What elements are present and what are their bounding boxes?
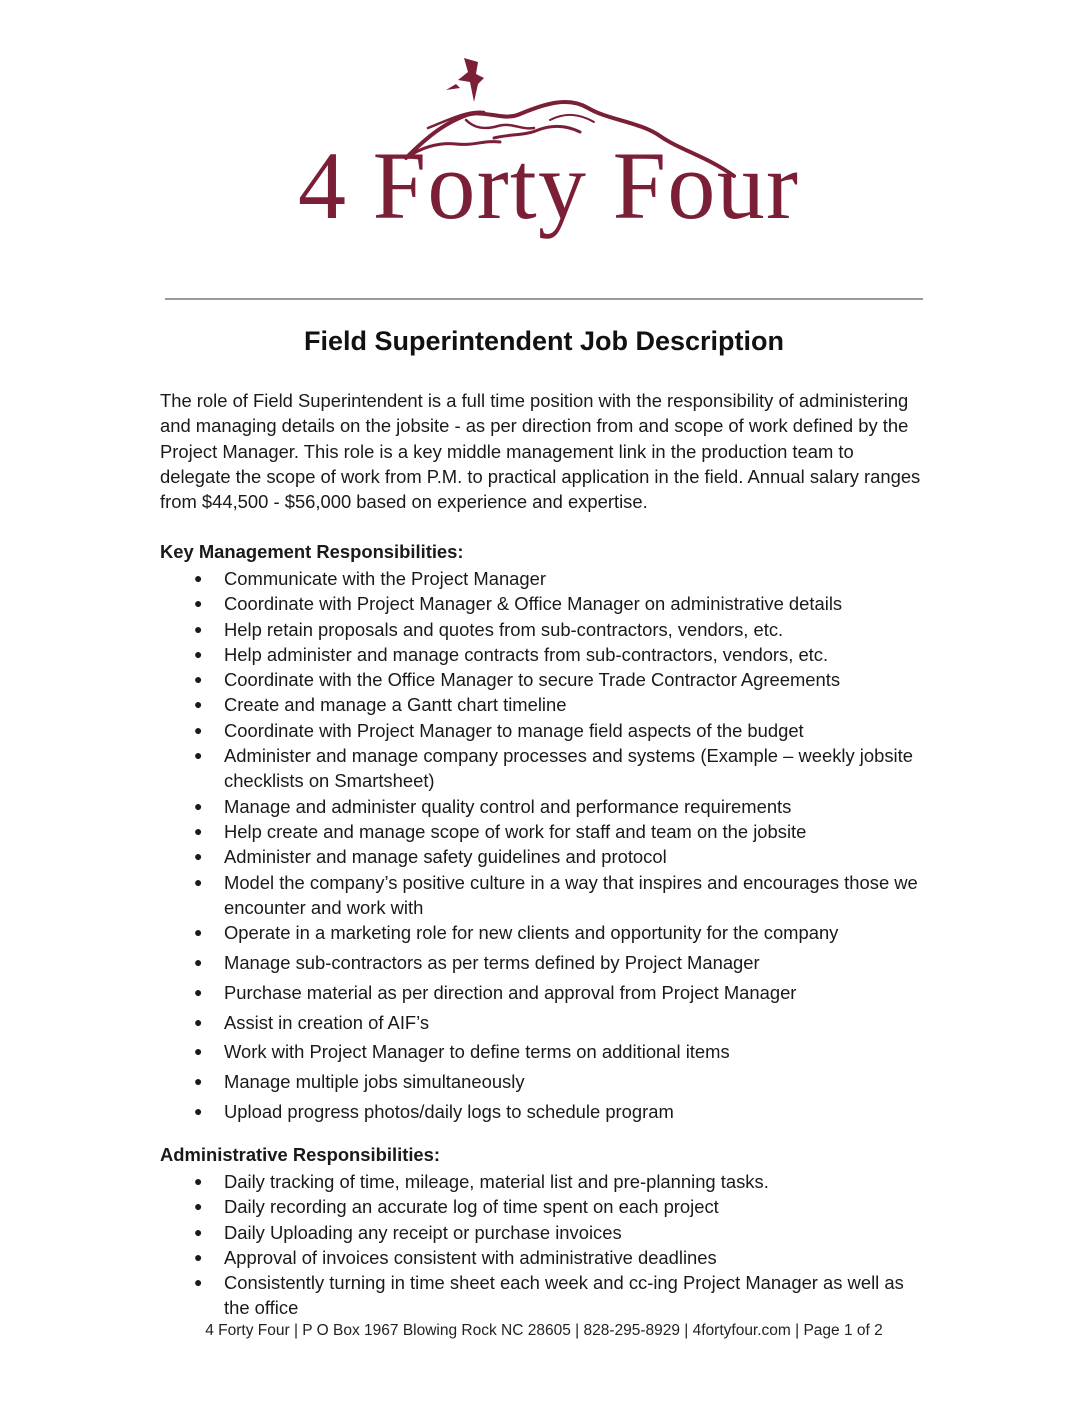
list-item: ● Coordinate with the Office Manager to secure Trade Contractor Agreements	[160, 667, 928, 692]
bullet-icon: ●	[194, 1013, 203, 1030]
list-item: ● Administer and manage safety guidelines and protocol	[160, 844, 928, 869]
eagle-icon	[446, 58, 484, 102]
bullet-icon: ●	[194, 1073, 203, 1090]
list-item: ● Daily tracking of time, mileage, material list and pre-planning tasks.	[160, 1169, 928, 1194]
list-item: ● Approval of invoices consistent with administrative deadlines	[160, 1245, 928, 1270]
bullet-icon: ●	[194, 953, 203, 970]
bullet-icon: ●	[194, 848, 203, 865]
bullet-icon: ●	[194, 1248, 203, 1265]
list-item: ● Purchase material as per direction and approval from Project Manager	[160, 980, 928, 1005]
list-item: ● Communicate with the Project Manager	[160, 566, 928, 591]
bullet-icon: ●	[194, 595, 203, 612]
list-item: ● Operate in a marketing role for new clients and opportunity for the company	[160, 920, 928, 945]
list-item: ● Daily Uploading any receipt or purchase invoices	[160, 1220, 928, 1245]
list-item: ● Manage and administer quality control and performance requirements	[160, 794, 928, 819]
page-footer: 4 Forty Four | P O Box 1967 Blowing Rock NC 28605 | 828-295-8929 | 4fortyfour.com | Page 1 of 2	[205, 1322, 883, 1339]
key-management-list	[160, 566, 928, 1124]
bullet-icon: ●	[194, 1198, 203, 1215]
bullet-icon: ●	[194, 983, 203, 1000]
company-logo	[288, 50, 808, 270]
bullet-icon: ●	[194, 1102, 203, 1119]
bullet-icon: ●	[194, 570, 203, 586]
list-item: ● Manage multiple jobs simultaneously	[160, 1069, 928, 1094]
list-item: ● Help create and manage scope of work for staff and team on the jobsite	[160, 819, 928, 844]
bullet-icon: ●	[194, 873, 203, 890]
administrative-list	[160, 1169, 928, 1321]
page-title: Field Superintendent Job Description	[303, 326, 785, 356]
bullet-icon: ●	[194, 822, 203, 839]
list-item: ● Coordinate with Project Manager to manage field aspects of the budget	[160, 718, 928, 743]
list-item: ● Consistently turning in time sheet each week and cc-ing Project Manager as well as the office	[194, 1272, 904, 1319]
bullet-icon: ●	[194, 747, 203, 764]
intro-paragraph: The role of Field Superintendent is a full time position with the responsibility of administering and managing details on the jobsite - as per direction from and scope of work defined by the Project Manager. This role is a key middle management link in the production team to delegate the scope of work from P.M. to practical application in the field. Annual salary ranges from $44,500 - $56,000 based on experience and expertise.	[160, 390, 921, 513]
bullet-icon: ●	[194, 671, 203, 688]
header-divider	[165, 298, 923, 300]
list-item: ● Work with Project Manager to define terms on additional items	[160, 1039, 928, 1064]
bullet-icon: ●	[194, 1173, 203, 1189]
bullet-icon: ●	[194, 1043, 203, 1060]
bullet-icon: ●	[194, 797, 203, 814]
logo-wordmark: 4 Forty Four	[298, 132, 798, 239]
list-item: ● Create and manage a Gantt chart timeline	[160, 692, 928, 717]
bullet-icon: ●	[194, 1223, 203, 1240]
bullet-icon: ●	[194, 1274, 203, 1291]
list-item: ● Upload progress photos/daily logs to schedule program	[160, 1099, 928, 1124]
list-item: ● Manage sub-contractors as per terms defined by Project Manager	[160, 950, 928, 975]
bullet-icon: ●	[194, 620, 203, 637]
bullet-icon: ●	[194, 924, 203, 941]
list-item: ● Assist in creation of AIF’s	[160, 1010, 928, 1035]
list-item: ● Daily recording an accurate log of time spent on each project	[160, 1194, 928, 1219]
list-item: ● Model the company’s positive culture in a way that inspires and encourages those we encounter and work with	[194, 871, 918, 918]
administrative-heading: Administrative Responsibilities:	[160, 1144, 441, 1165]
bullet-icon: ●	[194, 721, 203, 738]
list-item: ● Administer and manage company processes and systems (Example – weekly jobsite checklists on Smartsheet)	[194, 745, 913, 792]
bullet-icon: ●	[194, 645, 203, 662]
list-item: ● Help administer and manage contracts from sub-contractors, vendors, etc.	[160, 642, 928, 667]
list-item: ● Coordinate with Project Manager & Office Manager on administrative details	[160, 591, 928, 616]
bullet-icon: ●	[194, 696, 203, 713]
key-management-heading: Key Management Responsibilities:	[160, 541, 464, 562]
list-item: ● Help retain proposals and quotes from sub-contractors, vendors, etc.	[160, 617, 928, 642]
